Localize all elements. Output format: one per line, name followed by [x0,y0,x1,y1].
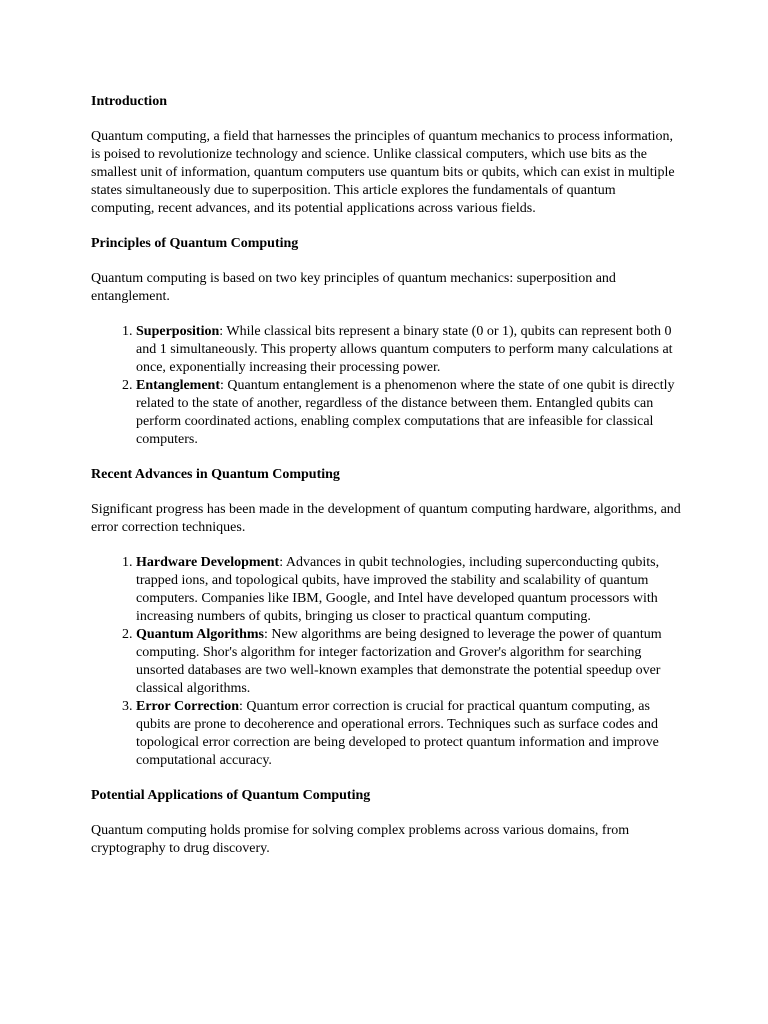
list-item [136,323,681,377]
list-item-term: Superposition [136,324,220,339]
list-item-text: : Quantum error correction is crucial for practical quantum computing, as qubits are prone to decoherence and operational errors. Techniques such as surface codes and topological error correction are being developed to protect quantum information and improve computational accuracy. [136,699,659,768]
intro-heading: Introduction [91,94,167,109]
list-item [136,554,681,626]
principles-paragraph: Quantum computing is based on two key principles of quantum mechanics: superposition and entanglement. [91,271,616,304]
list-item-term: Quantum Algorithms [136,627,264,642]
list-item [136,377,681,449]
list-item-text: : New algorithms are being designed to leverage the power of quantum computing. Shor's algorithm for integer factorization and Grover's algorithm for searching unsorted databases are two well-known examples that demonstrate the potential speedup over classical algorithms. [136,627,662,696]
applications-paragraph: Quantum computing holds promise for solving complex problems across various domains, from cryptography to drug discovery. [91,823,630,856]
intro-paragraph: Quantum computing, a field that harnesses the principles of quantum mechanics to process information, is poised to revolutionize technology and science. Unlike classical computers, which use bits as the smallest unit of information, quantum computers use quantum bits or qubits, which can exist in multiple states simultaneously due to superposition. This article explores the fundamentals of quantum computing, recent advances, and its potential applications across various fields. [91,129,675,216]
principles-list [91,323,681,449]
list-item-term: Error Correction [136,699,240,714]
advances-heading: Recent Advances in Quantum Computing [91,467,340,482]
list-item-term: Entanglement [136,378,220,393]
principles-heading: Principles of Quantum Computing [91,236,299,251]
applications-heading: Potential Applications of Quantum Computing [91,788,371,803]
list-item-text: : Advances in qubit technologies, including superconducting qubits, trapped ions, and topological qubits, have improved the stability and scalability of quantum computers. Companies like IBM, Google, and Intel have developed quantum processors with increasing numbers of qubits, bringing us closer to practical quantum computing. [136,555,660,624]
document-page [91,93,681,858]
list-item-text: : While classical bits represent a binary state (0 or 1), qubits can represent both 0 and 1 simultaneously. This property allows quantum computers to perform many calculations at once, exponentially increasing their processing power. [136,324,673,375]
list-item [136,698,681,770]
advances-list [91,554,681,770]
list-item [136,626,681,698]
advances-paragraph: Significant progress has been made in the development of quantum computing hardware, algorithms, and error correction techniques. [91,502,681,535]
list-item-text: : Quantum entanglement is a phenomenon where the state of one qubit is directly related to the state of another, regardless of the distance between them. Entangled qubits can perform coordinated actions, enabling complex computations that are infeasible for classical computers. [136,378,675,447]
list-item-term: Hardware Development [136,555,280,570]
